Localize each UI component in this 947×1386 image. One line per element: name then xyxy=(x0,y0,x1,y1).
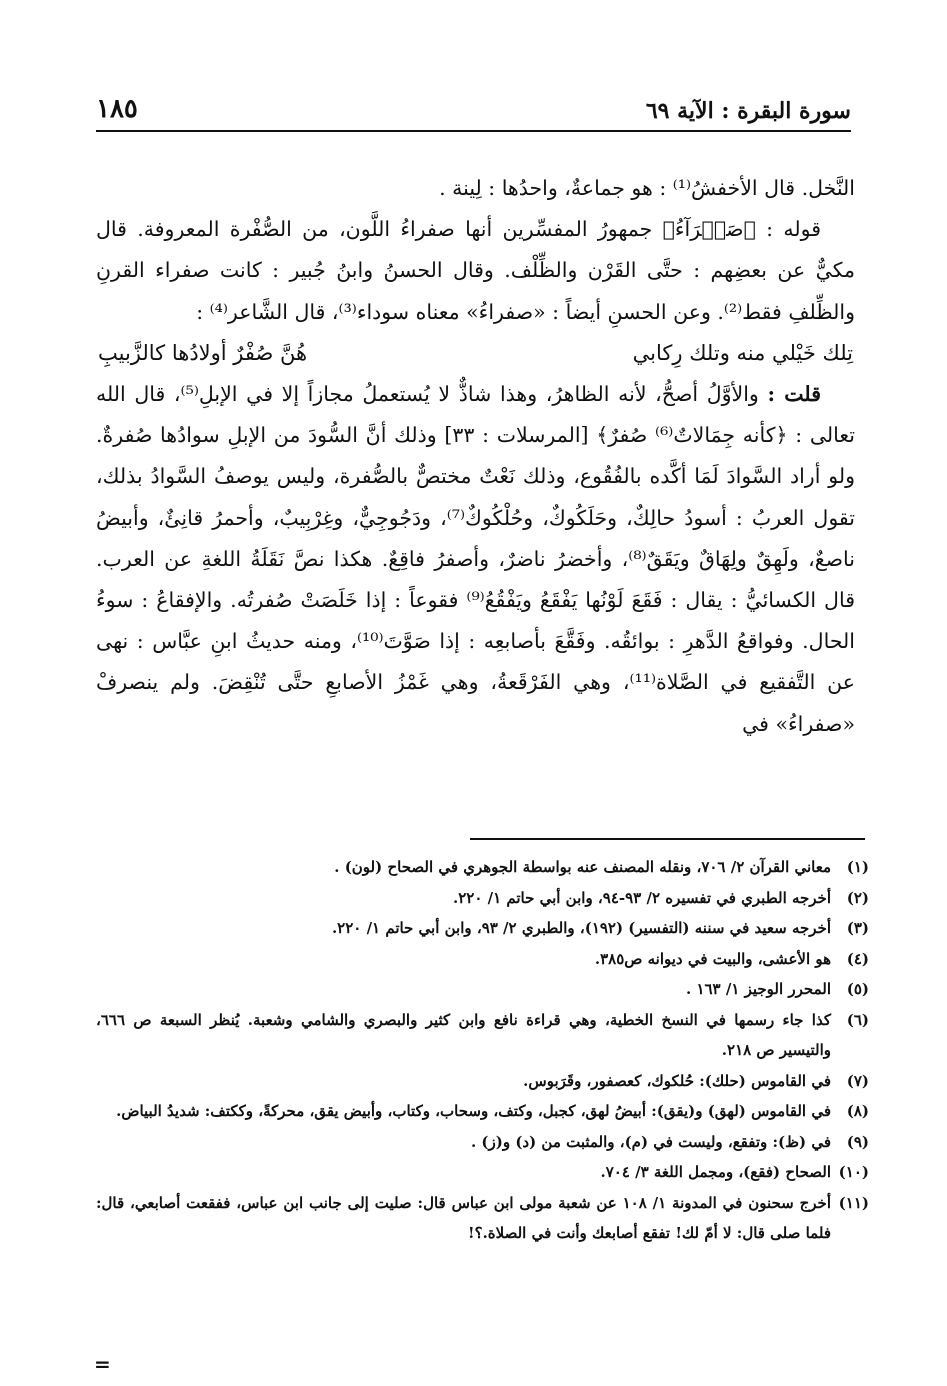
footnote-number: (٢) xyxy=(846,888,869,907)
page-number: ١٨٥ xyxy=(96,94,138,124)
footnote-text: الصحاح (فقع)، ومجمل اللغة ٣/ ٧٠٤. xyxy=(600,1163,831,1181)
footnote xyxy=(96,913,869,944)
footnote-divider xyxy=(470,838,865,840)
footnote-number: (١٠) xyxy=(838,1163,869,1181)
footnote-number: (١) xyxy=(846,858,869,876)
footnote-number: (٧) xyxy=(846,1071,869,1090)
footnote xyxy=(96,944,869,975)
footnote-number: (٣) xyxy=(846,919,869,937)
footnotes xyxy=(96,852,869,1249)
footnote xyxy=(96,852,869,883)
paragraph-3-lead: قلت : xyxy=(767,382,822,407)
main-text xyxy=(96,168,855,745)
paragraph-1: النَّخل. قال الأخفشُ⁽¹⁾ : هو جماعةٌ، واحدُها : لِينة . xyxy=(439,176,855,200)
verse-first-hemistich: تِلك خَيْلي منه وتلك رِكابي xyxy=(632,340,853,365)
footnote-text: أخرجه الطبري في تفسيره ٢/ ٩٣-٩٤، وابن أبي حاتم ١/ ٢٢٠. xyxy=(453,888,831,907)
footnote-text: في القاموس (حلك): حُلكوك، كعصفور، وقَرَبوس. xyxy=(523,1071,831,1090)
footnote-text: هو الأعشى، والبيت في ديوانه ص٣٨٥. xyxy=(594,949,831,968)
footnote-number: (٩) xyxy=(846,1132,869,1151)
footnote xyxy=(96,1066,869,1097)
footnote-number: (٥) xyxy=(846,980,869,998)
footnote xyxy=(96,1157,869,1188)
footnote-text: في القاموس (لهق) و(يقق): أبيضُ لهق، كجبل، وكتف، وسحاب، وكتاب، وأبيض يقق، محركةً، وككتف: شديدُ البياض. xyxy=(116,1102,831,1120)
footnote xyxy=(96,1005,869,1066)
footnote xyxy=(96,974,869,1005)
footnote-text: أخرج سحنون في المدونة ١/ ١٠٨ عن شعبة مولى ابن عباس قال: صليت إلى جانب ابن عباس، ففقعت أصابعي، قال: فلما صلى قال: لا أمّ لك! تفقع أصابعك وأنت في الصلاة.؟! xyxy=(96,1193,831,1242)
footnote xyxy=(96,1188,869,1249)
footnote-number: (١١) xyxy=(838,1193,869,1212)
footnote-text: معاني القرآن ٢/ ٧٠٦، ونقله المصنف عنه بواسطة الجوهري في الصحاح (لون) . xyxy=(334,858,831,876)
paragraph-2: قوله : ﴿صَفۡرَآءُ﴾ جمهورُ المفسِّرين أنها صفراءُ اللَّون، من الصُّفْرة المعروفة. قال مكيٌّ عن بعضِهم : حتَّى القَرْن والظِّلْف. وقال الحسنُ وابنُ جُبير : كانت صفراء القرنِ والظِّلفِ فقط⁽²⁾. وعن الحسنِ أيضاً : «صفراءُ» معناه سوداء⁽³⁾، قال الشَّاعر⁽⁴⁾ : xyxy=(96,217,855,324)
footnote xyxy=(96,883,869,914)
verse-second-hemistich: هُنَّ صُفْرٌ أولادُها كالزَّبيبِ xyxy=(98,340,308,365)
footnote-number: (٦) xyxy=(846,1010,869,1029)
footnote-text: المحرر الوجيز ١/ ١٦٣ . xyxy=(685,980,831,998)
paragraph-3-text: والأوَّلُ أصحُّ، لأنه الظاهرُ، وهذا شاذٌّ لا يُستعملُ مجازاً إلا في الإبلِ⁽⁵⁾، قال الله تعالى : ﴿كأنه جِمَالاتٌ⁽⁶⁾ صُفرٌ﴾ [المرسلات : ٣٣] وذلك أنَّ السُّودَ من الإبلِ سوادُها صُفرةٌ. ولو أراد السَّوادَ لَمَا أكَّده بالفُقُوع، وذلك نَعْتٌ مختصٌّ بالصُّفرة، وليس يوصفُ السَّوادُ بذلك، تقول العربُ : أسودُ حالِكٌ، وحَلَكُوكٌ، وحُلْكُوكٌ⁽⁷⁾، ودَجُوجِيٌّ، وغِرْبِيبٌ، وأحمرُ قانِئٌ، وأبيضُ ناصعٌ، ولَهِقٌ ولِهَاقٌ ويَقَقٌ⁽⁸⁾، وأخضرُ ناضرٌ، وأصفرُ فاقِعٌ. هكذا نصَّ نَقَلَةُ اللغةِ عن العرب. قال الكسائيُّ : يقال : فَقَعَ لَوْنُها يَفْقَعُ ويَفْقُعُ⁽⁹⁾ فقوعاً : إذا خَلَصَتْ صُفرتُه. والإفقاعُ : سوءُ الحال. وفواقعُ الدَّهرِ : بوائقُه. وفَقَّعَ بأصابعِه : إذا صَوَّتَ⁽¹⁰⁾، ومنه حديثُ ابنِ عبَّاس : نهى عن التَّفقيع في الصَّلاة⁽¹¹⁾، وهي الفَرْقَعةُ، وهي غَمْزُ الأصابعِ حتَّى تُنْقِضَ. ولم ينصرفْ «صفراءُ» في xyxy=(96,382,856,736)
footnote xyxy=(96,1096,869,1127)
poetry-verse xyxy=(96,333,855,374)
continuation-mark: = xyxy=(94,1352,111,1376)
paragraph-3 xyxy=(96,374,855,745)
footnote xyxy=(96,1127,869,1158)
footnote-number: (٤) xyxy=(846,949,869,968)
footnote-number: (٨) xyxy=(846,1102,869,1120)
footnote-text: أخرجه سعيد في سننه (التفسير) (١٩٢)، والطبري ٢/ ٩٣، وابن أبي حاتم ١/ ٢٢٠. xyxy=(331,919,831,937)
running-head xyxy=(96,92,851,132)
running-title: سورة البقرة : الآية ٦٩ xyxy=(645,98,851,124)
footnote-text: في (ظ): وتفقع، وليست في (م)، والمثبت من (د) و(ز) . xyxy=(470,1132,831,1151)
footnote-text: كذا جاء رسمها في النسخ الخطية، وهي قراءة نافع وابن كثير والبصري والشامي وشعبة. يُنظر السبعة ص ٦٦٦، والتيسير ص ٢١٨. xyxy=(96,1010,831,1059)
